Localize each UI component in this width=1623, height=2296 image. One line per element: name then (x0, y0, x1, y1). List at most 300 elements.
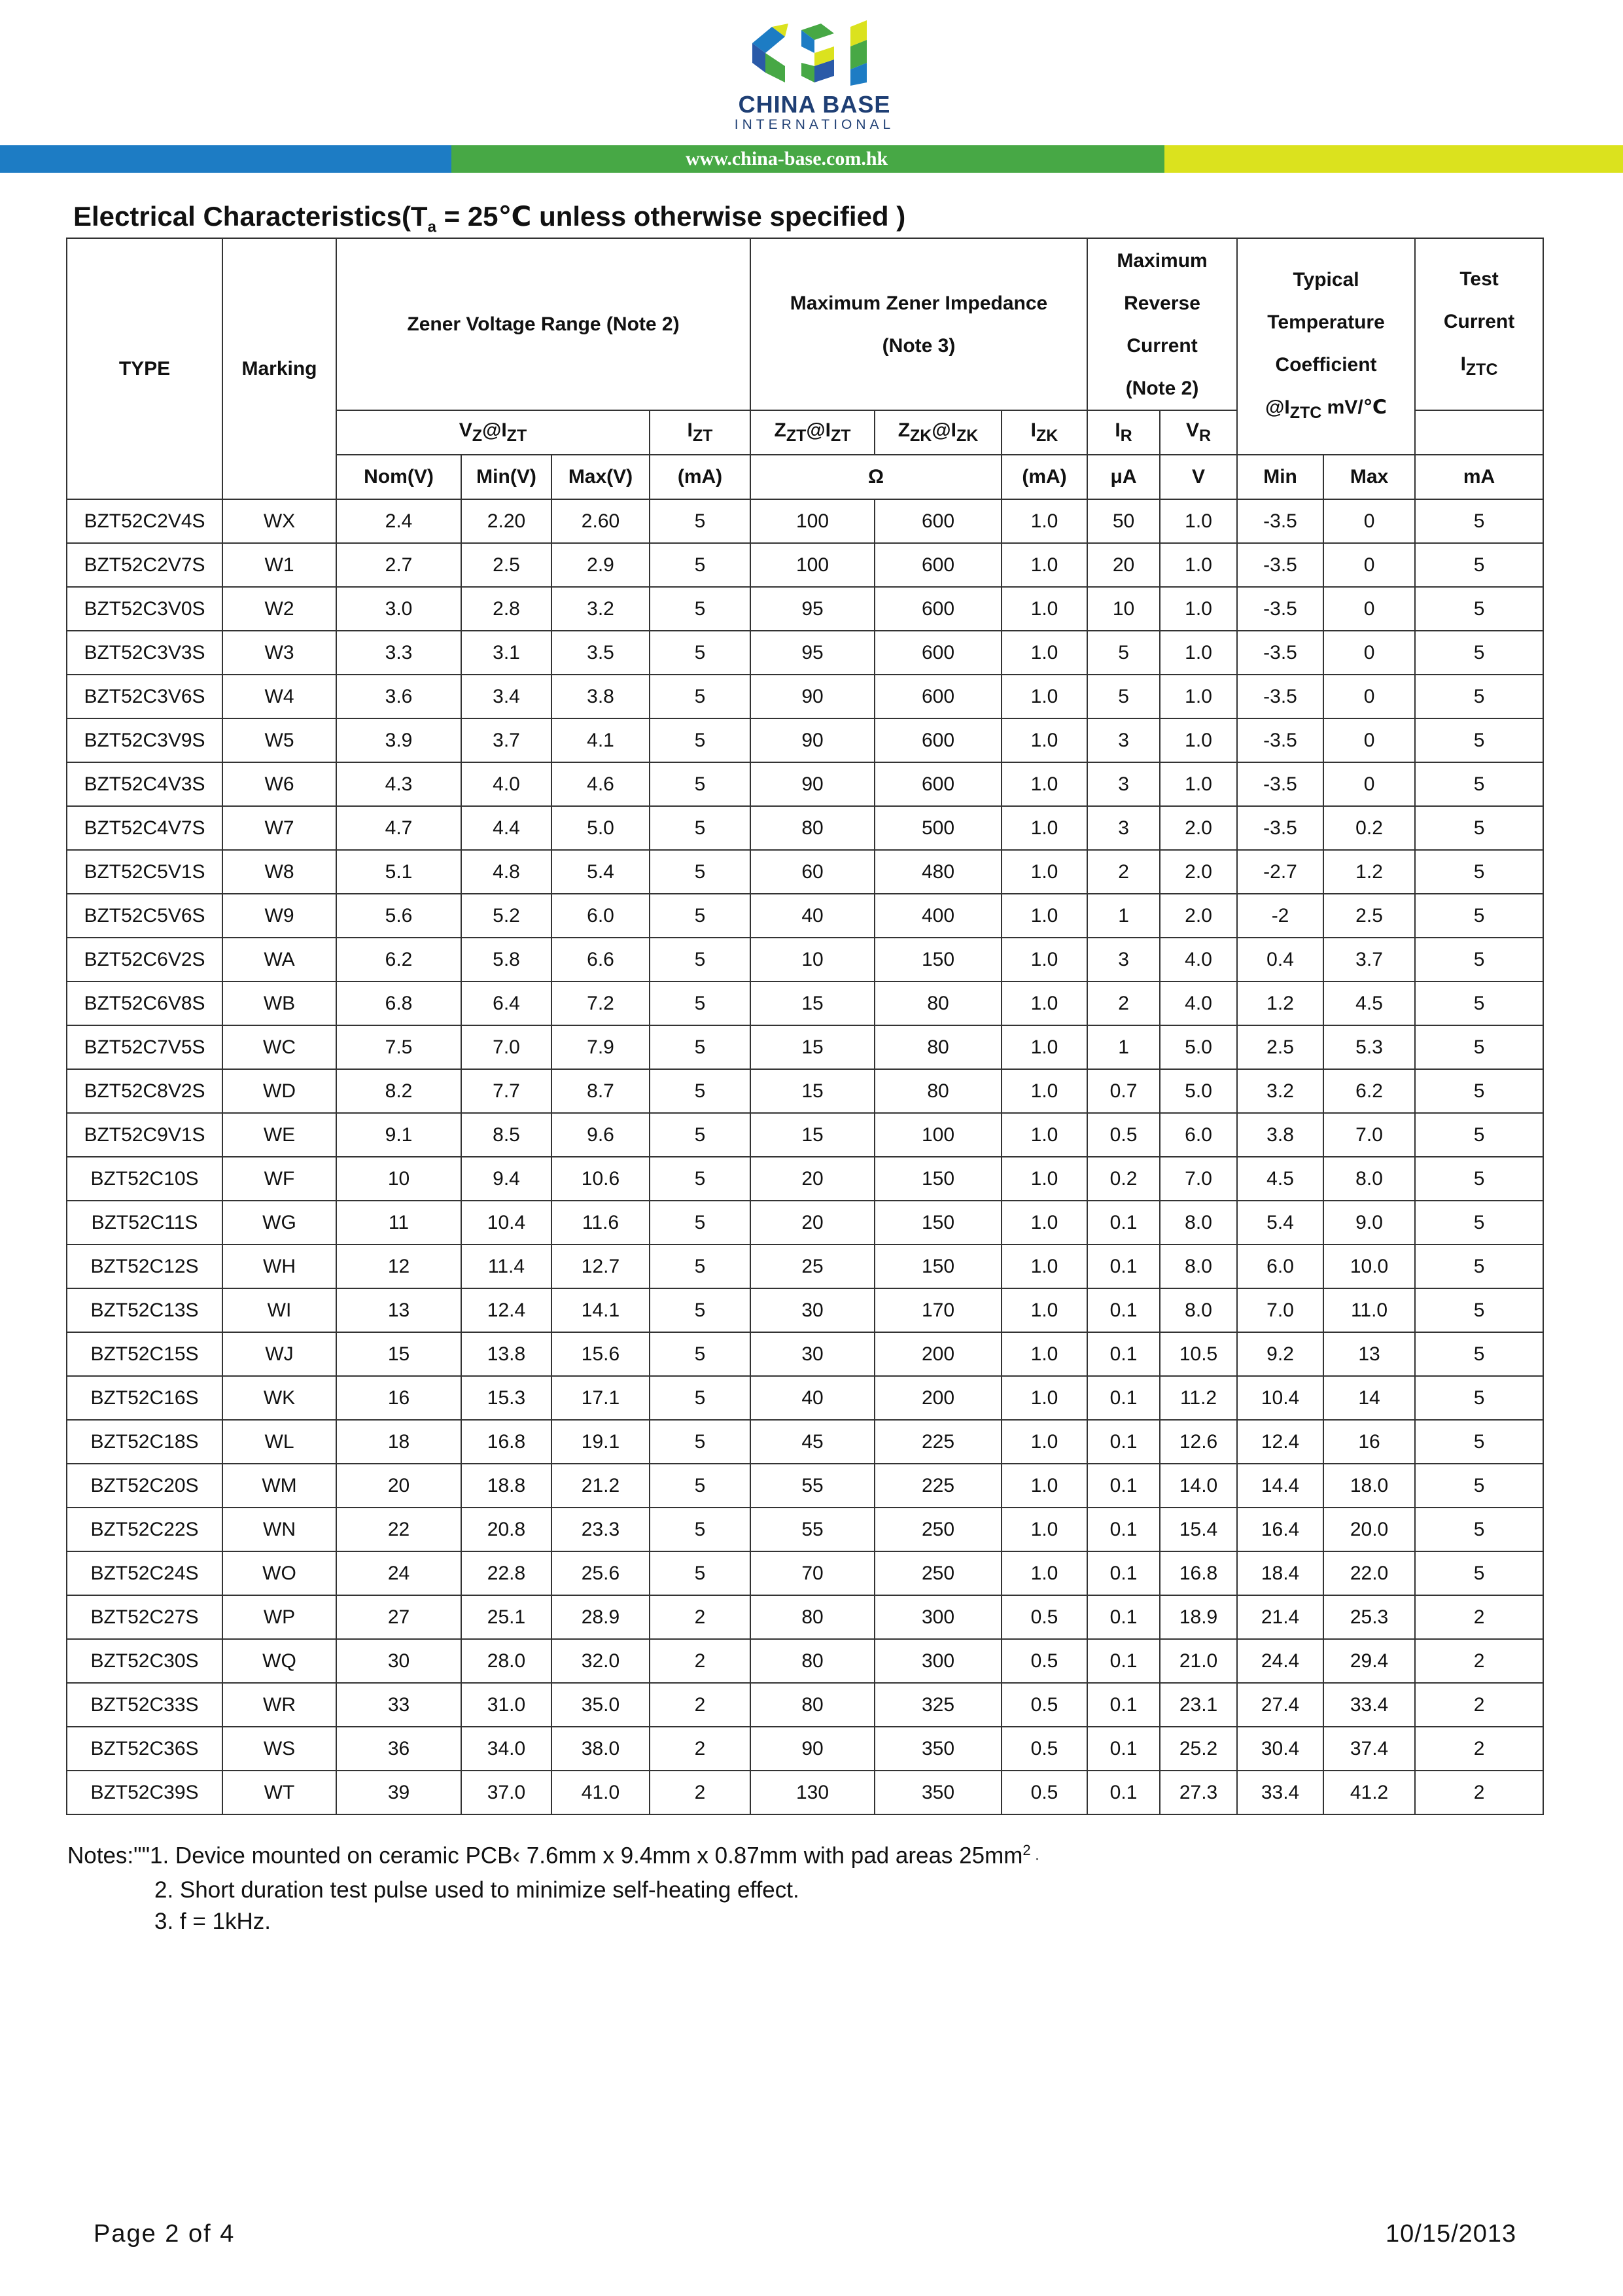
table-cell: 2.0 (1160, 850, 1237, 894)
table-cell: 500 (875, 806, 1002, 850)
table-cell: 325 (875, 1683, 1002, 1727)
col-ir: $I_R$ (1087, 410, 1160, 455)
table-cell: 9.0 (1323, 1201, 1415, 1245)
band-yellow (1164, 145, 1623, 173)
table-cell: 3.7 (461, 718, 551, 762)
table-cell: 0.1 (1087, 1595, 1160, 1639)
table-cell: BZT52C24S (67, 1551, 222, 1595)
table-cell: 5 (650, 938, 750, 981)
table-cell: 170 (875, 1288, 1002, 1332)
table-cell: 1.0 (1002, 850, 1087, 894)
table-cell: 36 (336, 1727, 461, 1771)
table-cell: 5 (650, 1551, 750, 1595)
table-cell: 0.1 (1087, 1332, 1160, 1376)
table-cell: 1.0 (1002, 806, 1087, 850)
table-cell: 3 (1087, 718, 1160, 762)
table-cell: 6.0 (1237, 1245, 1323, 1288)
table-cell: 2.9 (551, 543, 650, 587)
table-cell: 7.0 (1323, 1113, 1415, 1157)
table-cell: WH (222, 1245, 336, 1288)
col-marking: Marking (222, 238, 336, 499)
col-zener-voltage-range: Zener Voltage Range (Note 2) (336, 238, 750, 410)
table-cell: 5 (650, 1420, 750, 1464)
table-cell: 30 (750, 1332, 875, 1376)
table-cell: WG (222, 1201, 336, 1245)
table-row (67, 499, 1543, 543)
table-cell: BZT52C3V3S (67, 631, 222, 675)
table-row (67, 894, 1543, 938)
table-cell: 50 (1087, 499, 1160, 543)
table-cell: 2.5 (461, 543, 551, 587)
table-cell: 1.0 (1002, 587, 1087, 631)
unit-ua: μA (1087, 455, 1160, 499)
table-row (67, 1727, 1543, 1771)
table-cell: 7.0 (461, 1025, 551, 1069)
cbi-logo-icon (746, 17, 883, 89)
table-cell: 2.5 (1237, 1025, 1323, 1069)
table-cell: W4 (222, 675, 336, 718)
table-cell: 5 (650, 1069, 750, 1113)
col-izt: $I_{ZT}$ (650, 410, 750, 455)
table-cell: 250 (875, 1551, 1002, 1595)
table-cell: 5 (1415, 806, 1543, 850)
col-test-current-blank (1415, 410, 1543, 455)
table-cell: -3.5 (1237, 718, 1323, 762)
table-cell: 7.7 (461, 1069, 551, 1113)
table-cell: 0 (1323, 543, 1415, 587)
table-cell: 41.0 (551, 1771, 650, 1814)
table-cell: 13 (1323, 1332, 1415, 1376)
table-cell: 2.4 (336, 499, 461, 543)
table-cell: 600 (875, 675, 1002, 718)
table-cell: 5 (1415, 1113, 1543, 1157)
table-cell: BZT52C39S (67, 1771, 222, 1814)
table-cell: 5 (650, 631, 750, 675)
unit-v: V (1160, 455, 1237, 499)
table-row (67, 1771, 1543, 1814)
table-cell: 1.0 (1002, 675, 1087, 718)
table-cell: 5 (650, 1464, 750, 1508)
table-cell: 25.2 (1160, 1727, 1237, 1771)
table-cell: 15 (750, 981, 875, 1025)
table-cell: 28.9 (551, 1595, 650, 1639)
table-row (67, 1551, 1543, 1595)
table-cell: 2 (1415, 1683, 1543, 1727)
table-cell: 0.1 (1087, 1464, 1160, 1508)
table-cell: BZT52C3V0S (67, 587, 222, 631)
table-cell: 9.1 (336, 1113, 461, 1157)
table-cell: 33 (336, 1683, 461, 1727)
table-cell: 600 (875, 499, 1002, 543)
table-cell: 200 (875, 1332, 1002, 1376)
band-blue (0, 145, 451, 173)
table-cell: 22.0 (1323, 1551, 1415, 1595)
table-cell: W6 (222, 762, 336, 806)
table-cell: 11.6 (551, 1201, 650, 1245)
table-cell: 5 (1415, 1201, 1543, 1245)
table-cell: 0.1 (1087, 1683, 1160, 1727)
table-row (67, 718, 1543, 762)
table-cell: 30 (750, 1288, 875, 1332)
table-cell: 4.0 (461, 762, 551, 806)
table-row (67, 806, 1543, 850)
table-cell: 0.1 (1087, 1201, 1160, 1245)
table-cell: 20 (750, 1157, 875, 1201)
table-row (67, 981, 1543, 1025)
unit-tc-min: Min (1237, 455, 1323, 499)
table-cell: 130 (750, 1771, 875, 1814)
table-cell: 1.0 (1002, 1376, 1087, 1420)
table-row (67, 1508, 1543, 1551)
table-cell: 3 (1087, 938, 1160, 981)
table-cell: 5 (1415, 675, 1543, 718)
table-cell: 2.0 (1160, 806, 1237, 850)
table-cell: 12.7 (551, 1245, 650, 1288)
table-cell: 10.0 (1323, 1245, 1415, 1288)
table-cell: BZT52C2V7S (67, 543, 222, 587)
table-row (67, 1288, 1543, 1332)
table-cell: 5.1 (336, 850, 461, 894)
table-cell: 5 (650, 1508, 750, 1551)
table-cell: 4.8 (461, 850, 551, 894)
table-cell: 80 (875, 1025, 1002, 1069)
table-cell: 0.5 (1002, 1595, 1087, 1639)
table-row (67, 675, 1543, 718)
table-row (67, 543, 1543, 587)
table-row (67, 1069, 1543, 1113)
table-cell: 3.0 (336, 587, 461, 631)
table-cell: 29.4 (1323, 1639, 1415, 1683)
table-row (67, 1025, 1543, 1069)
table-cell: 300 (875, 1595, 1002, 1639)
table-cell: BZT52C22S (67, 1508, 222, 1551)
table-cell: 22 (336, 1508, 461, 1551)
table-cell: 21.0 (1160, 1639, 1237, 1683)
table-cell: 0.1 (1087, 1639, 1160, 1683)
table-cell: 5.0 (551, 806, 650, 850)
table-cell: 28.0 (461, 1639, 551, 1683)
table-cell: BZT52C6V8S (67, 981, 222, 1025)
table-cell: 13.8 (461, 1332, 551, 1376)
table-cell: 2.5 (1323, 894, 1415, 938)
table-cell: 5.4 (1237, 1201, 1323, 1245)
table-cell: 5 (650, 1288, 750, 1332)
table-cell: 400 (875, 894, 1002, 938)
table-cell: BZT52C3V9S (67, 718, 222, 762)
header-color-band (0, 145, 1623, 173)
table-cell: W8 (222, 850, 336, 894)
col-max-reverse-current: Maximum Reverse Current (Note 2) (1087, 238, 1237, 410)
table-cell: 4.0 (1160, 981, 1237, 1025)
table-cell: -3.5 (1237, 631, 1323, 675)
table-cell: 1.0 (1160, 587, 1237, 631)
table-cell: WK (222, 1376, 336, 1420)
table-cell: 3.5 (551, 631, 650, 675)
table-cell: 1 (1087, 894, 1160, 938)
table-cell: 19.1 (551, 1420, 650, 1464)
table-cell: 1.0 (1002, 1508, 1087, 1551)
table-cell: 150 (875, 938, 1002, 981)
table-cell: 150 (875, 1157, 1002, 1201)
table-cell: 0.2 (1323, 806, 1415, 850)
table-cell: 18.8 (461, 1464, 551, 1508)
table-cell: 5 (1415, 1332, 1543, 1376)
table-cell: 6.4 (461, 981, 551, 1025)
table-cell: 0.5 (1002, 1727, 1087, 1771)
table-cell: 3 (1087, 806, 1160, 850)
table-row (67, 1639, 1543, 1683)
table-cell: 0.1 (1087, 1727, 1160, 1771)
table-cell: 25.3 (1323, 1595, 1415, 1639)
table-cell: 8.0 (1160, 1288, 1237, 1332)
table-cell: 0.1 (1087, 1245, 1160, 1288)
table-cell: 2.7 (336, 543, 461, 587)
table-cell: 5 (650, 762, 750, 806)
table-cell: 2 (1087, 981, 1160, 1025)
table-cell: 480 (875, 850, 1002, 894)
table-cell: 11 (336, 1201, 461, 1245)
table-cell: 7.5 (336, 1025, 461, 1069)
table-cell: 1.0 (1002, 1551, 1087, 1595)
table-cell: 18.4 (1237, 1551, 1323, 1595)
table-row (67, 1464, 1543, 1508)
table-cell: 6.6 (551, 938, 650, 981)
table-cell: 3 (1087, 762, 1160, 806)
table-cell: 200 (875, 1376, 1002, 1420)
table-cell: 55 (750, 1464, 875, 1508)
table-cell: 8.7 (551, 1069, 650, 1113)
table-cell: 2 (650, 1727, 750, 1771)
table-cell: 16.8 (1160, 1551, 1237, 1595)
table-cell: 0 (1323, 762, 1415, 806)
table-cell: 15 (750, 1069, 875, 1113)
table-cell: 80 (750, 1639, 875, 1683)
table-cell: 3.9 (336, 718, 461, 762)
table-row (67, 1245, 1543, 1288)
table-cell: BZT52C3V6S (67, 675, 222, 718)
table-cell: BZT52C5V6S (67, 894, 222, 938)
table-cell: 2 (1415, 1595, 1543, 1639)
table-cell: 33.4 (1323, 1683, 1415, 1727)
table-cell: 5 (650, 850, 750, 894)
table-cell: 15.3 (461, 1376, 551, 1420)
table-row (67, 631, 1543, 675)
table-cell: W1 (222, 543, 336, 587)
table-row (67, 1201, 1543, 1245)
table-cell: 0.1 (1087, 1771, 1160, 1814)
table-cell: 45 (750, 1420, 875, 1464)
table-cell: BZT52C4V3S (67, 762, 222, 806)
table-cell: 21.4 (1237, 1595, 1323, 1639)
unit-izk-ma: (mA) (1002, 455, 1087, 499)
table-cell: WJ (222, 1332, 336, 1376)
table-cell: 3.2 (551, 587, 650, 631)
table-cell: 1 (1087, 1025, 1160, 1069)
table-cell: 5 (650, 1157, 750, 1201)
table-cell: W3 (222, 631, 336, 675)
table-cell: 1.0 (1160, 499, 1237, 543)
table-cell: 5.8 (461, 938, 551, 981)
table-cell: 21.2 (551, 1464, 650, 1508)
notes (67, 1835, 1039, 1937)
table-row (67, 1332, 1543, 1376)
table-cell: 8.5 (461, 1113, 551, 1157)
table-cell: 0.5 (1002, 1639, 1087, 1683)
table-cell: 1.0 (1160, 631, 1237, 675)
table-cell: 14 (1323, 1376, 1415, 1420)
table-cell: 27.4 (1237, 1683, 1323, 1727)
table-cell: 1.0 (1002, 981, 1087, 1025)
table-cell: 5 (1415, 981, 1543, 1025)
table-cell: 5 (1087, 675, 1160, 718)
col-type: TYPE (67, 238, 222, 499)
table-cell: BZT52C12S (67, 1245, 222, 1288)
table-cell: 0 (1323, 499, 1415, 543)
table-cell: 5 (1415, 762, 1543, 806)
unit-max: Max(V) (551, 455, 650, 499)
table-cell: WP (222, 1595, 336, 1639)
table-cell: BZT52C13S (67, 1288, 222, 1332)
table-cell: 5 (650, 894, 750, 938)
table-cell: 5 (650, 587, 750, 631)
table-cell: 600 (875, 762, 1002, 806)
table-cell: 0 (1323, 718, 1415, 762)
table-cell: 32.0 (551, 1639, 650, 1683)
table-cell: 100 (750, 543, 875, 587)
unit-izt-ma: (mA) (650, 455, 750, 499)
table-cell: BZT52C8V2S (67, 1069, 222, 1113)
table-cell: 8.2 (336, 1069, 461, 1113)
table-cell: 1.0 (1002, 1332, 1087, 1376)
table-cell: 2.60 (551, 499, 650, 543)
table-cell: 30.4 (1237, 1727, 1323, 1771)
table-cell: BZT52C27S (67, 1595, 222, 1639)
table-cell: 10 (336, 1157, 461, 1201)
table-cell: 3.8 (1237, 1113, 1323, 1157)
table-cell: 5 (1415, 1551, 1543, 1595)
table-cell: 37.4 (1323, 1727, 1415, 1771)
table-cell: 25.6 (551, 1551, 650, 1595)
table-cell: 5 (1415, 1376, 1543, 1420)
table-cell: 1.0 (1002, 1201, 1087, 1245)
table-cell: 7.0 (1160, 1157, 1237, 1201)
table-cell: 1.0 (1002, 718, 1087, 762)
table-cell: 5 (650, 675, 750, 718)
table-cell: W7 (222, 806, 336, 850)
table-cell: 8.0 (1160, 1245, 1237, 1288)
table-cell: 0.1 (1087, 1376, 1160, 1420)
unit-test-ma: mA (1415, 455, 1543, 499)
table-cell: WE (222, 1113, 336, 1157)
table-cell: 5 (1415, 850, 1543, 894)
table-cell: 5 (1415, 1245, 1543, 1288)
table-cell: 0.2 (1087, 1157, 1160, 1201)
table-cell: 12.6 (1160, 1420, 1237, 1464)
table-cell: W5 (222, 718, 336, 762)
table-cell: 1.0 (1002, 894, 1087, 938)
table-cell: 600 (875, 587, 1002, 631)
document-date: 10/15/2013 (1386, 2220, 1517, 2248)
table-body (67, 499, 1543, 1814)
table-cell: 80 (875, 1069, 1002, 1113)
table-cell: 0.1 (1087, 1288, 1160, 1332)
electrical-characteristics-table (66, 238, 1544, 1815)
table-row (67, 587, 1543, 631)
table-cell: 90 (750, 762, 875, 806)
table-cell: 0 (1323, 631, 1415, 675)
table-cell: BZT52C16S (67, 1376, 222, 1420)
table-cell: BZT52C20S (67, 1464, 222, 1508)
table-cell: -3.5 (1237, 499, 1323, 543)
table-cell: BZT52C9V1S (67, 1113, 222, 1157)
table-cell: 2 (1415, 1771, 1543, 1814)
table-cell: 11.0 (1323, 1288, 1415, 1332)
table-cell: 0.5 (1002, 1683, 1087, 1727)
table-cell: 5 (1415, 1288, 1543, 1332)
table-row (67, 762, 1543, 806)
table-cell: 5.4 (551, 850, 650, 894)
table-cell: 10.4 (1237, 1376, 1323, 1420)
table-cell: BZT52C7V5S (67, 1025, 222, 1069)
table-cell: BZT52C5V1S (67, 850, 222, 894)
table-cell: BZT52C18S (67, 1420, 222, 1464)
table-cell: 5.0 (1160, 1025, 1237, 1069)
table-cell: 6.8 (336, 981, 461, 1025)
unit-min: Min(V) (461, 455, 551, 499)
table-cell: 9.2 (1237, 1332, 1323, 1376)
table-cell: 4.7 (336, 806, 461, 850)
table-cell: WM (222, 1464, 336, 1508)
table-cell: -3.5 (1237, 587, 1323, 631)
table-cell: 15 (750, 1025, 875, 1069)
table-cell: 5.2 (461, 894, 551, 938)
table-cell: 350 (875, 1771, 1002, 1814)
table-cell: 15 (336, 1332, 461, 1376)
col-zzk-at-izk: $Z_{ZK}@I_{ZK}$ (875, 410, 1002, 455)
company-logo (707, 17, 922, 141)
table-cell: 18.9 (1160, 1595, 1237, 1639)
table-cell: 14.4 (1237, 1464, 1323, 1508)
website-url[interactable]: www.china-base.com.hk (686, 148, 888, 169)
table-cell: 16.4 (1237, 1508, 1323, 1551)
table-cell: 2 (1415, 1639, 1543, 1683)
table-cell: WQ (222, 1639, 336, 1683)
table-cell: 2 (650, 1639, 750, 1683)
table-cell: 95 (750, 587, 875, 631)
table-cell: 5 (650, 981, 750, 1025)
table-cell: 5 (650, 718, 750, 762)
table-cell: 55 (750, 1508, 875, 1551)
table-cell: 14.0 (1160, 1464, 1237, 1508)
table-cell: 23.1 (1160, 1683, 1237, 1727)
table-cell: 8.0 (1323, 1157, 1415, 1201)
table-cell: 0.1 (1087, 1551, 1160, 1595)
table-cell: WD (222, 1069, 336, 1113)
note-3: 3. f = 1kHz. (154, 1908, 271, 1934)
col-test-current: Test Current $I_{ZTC}$ (1415, 238, 1543, 410)
table-cell: 60 (750, 850, 875, 894)
table-row (67, 938, 1543, 981)
table-cell: 5 (1415, 718, 1543, 762)
table-cell: 9.6 (551, 1113, 650, 1157)
unit-ohm: Ω (750, 455, 1002, 499)
table-cell: 250 (875, 1508, 1002, 1551)
table-row (67, 1157, 1543, 1201)
table-cell: 23.3 (551, 1508, 650, 1551)
table-cell: WB (222, 981, 336, 1025)
table-cell: 3.6 (336, 675, 461, 718)
table-cell: WR (222, 1683, 336, 1727)
